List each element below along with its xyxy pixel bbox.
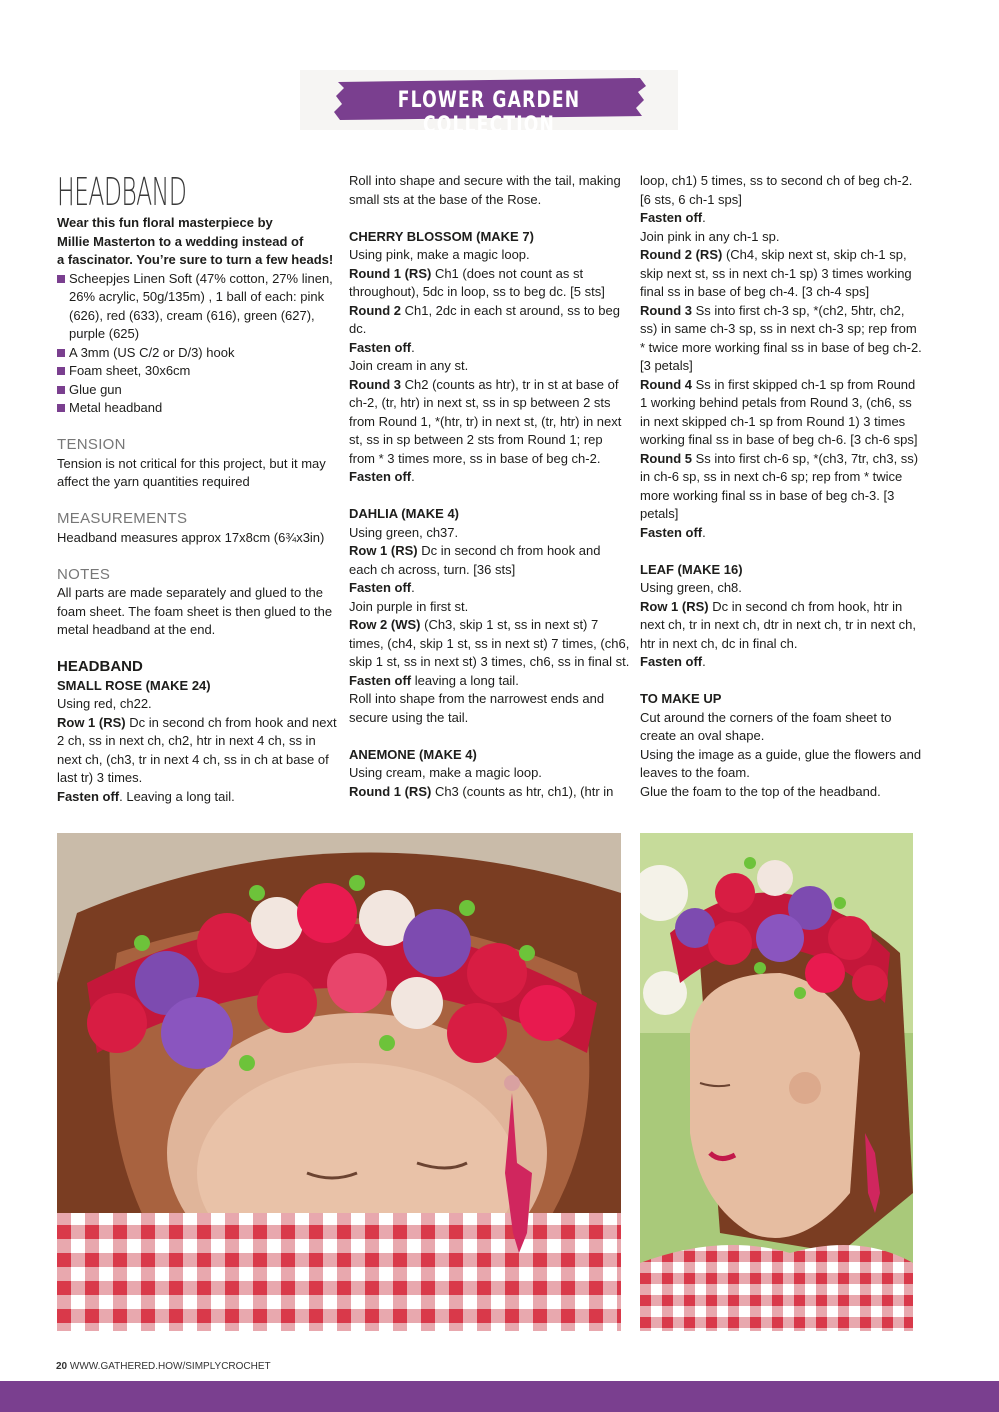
pattern-title: HEADBAND (57, 170, 187, 214)
notes-heading: NOTES (57, 565, 111, 583)
materials-list (57, 270, 339, 418)
anemone-round-4 (640, 376, 922, 450)
step-label: Fasten off (640, 654, 703, 669)
page-footer (56, 1361, 271, 1372)
cherry-round-2 (349, 302, 631, 339)
dahlia-fasten-2 (349, 672, 631, 691)
step-text: Ch1 (does not count as st throughout), 5dc in loop, ss to beg dc. [5 sts] (349, 265, 605, 299)
step-text: Ss into first ch-6 sp, *(ch3, 7tr, ch3, ss) in ch-6 sp, ss in next ch-6 sp; rep from * twice more working final ss in base of beg ch-3. [3 petals] (640, 450, 919, 521)
small-rose-using: Using red, ch22. (57, 696, 152, 711)
step-text: Ss in first skipped ch-1 sp from Round 1 working behind petals from Round 3, (ch6, ss in next skipped ch-1 sp from Round 1) 3 times working final ss in base of beg ch-6. [3 ch-6 sps] (640, 376, 918, 447)
small-rose-fasten (57, 788, 339, 807)
cherry-fasten-2 (349, 468, 631, 487)
step-label: Fasten off (640, 210, 703, 225)
step-text: Ss into first ch-3 sp, *(ch2, 5htr, ch2, ss) in same ch-3 sp, ss in next ch-3 sp; rep from * twice more working final ss in base of beg ch-2. [3 petals] (640, 302, 922, 373)
headband-photo-profile (640, 833, 913, 1331)
small-rose-heading: SMALL ROSE (MAKE 24) (57, 677, 211, 693)
make-up-step-2: Using the image as a guide, glue the flowers and leaves to the foam. (640, 746, 922, 780)
step-label: Row 1 (RS) (57, 714, 126, 730)
anemone-round-2 (640, 246, 922, 302)
step-label: Round 1 (RS) (349, 265, 432, 281)
cherry-round-3 (349, 376, 631, 469)
anemone-fasten-2 (640, 524, 922, 543)
step-text: leaving a long tail. (411, 672, 519, 688)
step-text: . (702, 654, 706, 669)
column-1 (57, 172, 339, 806)
materials-item: Scheepjes Linen Soft (47% cotton, 27% linen, 26% acrylic, 50g/135m) , 1 ball of each: pink (626), red (633), cream (616), green (627), purple (625) (57, 270, 339, 344)
step-label: Fasten off (640, 524, 703, 540)
tension-text: Tension is not critical for this project, but it may affect the yarn quantities required (57, 455, 326, 489)
step-text: Ch3 (counts as htr, ch1), (htr in (431, 783, 614, 799)
make-up-heading: TO MAKE UP (640, 691, 722, 706)
step-label: Round 1 (RS) (349, 783, 432, 799)
cherry-using: Using pink, make a magic loop. (349, 247, 530, 262)
cherry-round-1 (349, 265, 631, 302)
step-label: Fasten off (57, 788, 120, 804)
step-label: Row 2 (WS) (349, 617, 421, 632)
leaf-using: Using green, ch8. (640, 580, 742, 595)
step-text: . Leaving a long tail. (119, 788, 235, 804)
dahlia-row-2 (349, 616, 631, 672)
step-text: . (411, 339, 415, 355)
step-label: Round 2 (349, 302, 401, 318)
cherry-blossom-heading: CHERRY BLOSSOM (MAKE 7) (349, 228, 534, 244)
anemone-fasten-1 (640, 209, 922, 228)
step-label: Row 1 (RS) (349, 543, 418, 558)
make-up-step-3: Glue the foam to the top of the headband. (640, 783, 881, 799)
step-text: . (702, 210, 706, 225)
step-label: Fasten off (349, 672, 412, 688)
materials-item: Foam sheet, 30x6cm (57, 362, 339, 381)
step-text: (Ch3, skip 1 st, ss in next st) 7 times, (ch4, skip 1 st, ss in next st) 7 times, (ch6, skip 1 st, ss in next st) 3 times, ch6, ss in final st. (349, 617, 630, 669)
step-text: . (411, 469, 415, 484)
leaf-heading: LEAF (MAKE 16) (640, 561, 743, 577)
step-label: Fasten off (349, 339, 412, 355)
intro-line-1: Wear this fun floral masterpiece by (57, 215, 273, 230)
dahlia-row-1 (349, 542, 631, 579)
step-label: Round 3 (640, 302, 692, 318)
leaf-fasten (640, 653, 922, 672)
anemone-round-5 (640, 450, 922, 524)
step-text: Ch1, 2dc in each st around, ss to beg dc. (349, 302, 620, 336)
step-label: Round 3 (349, 376, 401, 392)
step-text: . (411, 580, 415, 595)
make-up-step-1: Cut around the corners of the foam sheet to create an oval shape. (640, 709, 892, 743)
step-label: Round 4 (640, 376, 692, 392)
dahlia-fasten-1 (349, 579, 631, 598)
headband-heading: HEADBAND (57, 658, 143, 675)
anemone-join: Join pink in any ch-1 sp. (640, 228, 780, 244)
headband-photo-profile-illustration (640, 833, 913, 1331)
leaf-row-1 (640, 598, 922, 654)
measurements-text: Headband measures approx 17x8cm (6¾x3in) (57, 529, 325, 545)
intro-line-3: a fascinator. You’re sure to turn a few heads! (57, 252, 334, 267)
collection-banner (300, 70, 678, 138)
step-label: Round 5 (640, 450, 692, 466)
step-text: (Ch4, skip next st, skip ch-1 sp, skip next st, ss in next ch-1 sp) 3 times working final ss in base of beg ch-4. [3 ch-4 sps] (640, 247, 912, 299)
notes-text: All parts are made separately and glued to the foam sheet. The foam sheet is then glued to the metal headband at the end. (57, 585, 333, 637)
materials-item: A 3mm (US C/2 or D/3) hook (57, 344, 339, 363)
cherry-join: Join cream in any st. (349, 358, 469, 373)
anemone-round-3 (640, 302, 922, 376)
dahlia-using: Using green, ch37. (349, 524, 459, 540)
anemone-round-1-cont: loop, ch1) 5 times, ss to second ch of beg ch-2. [6 sts, 6 ch-1 sps] (640, 173, 913, 207)
anemone-round-1 (349, 783, 631, 802)
dahlia-heading: DAHLIA (MAKE 4) (349, 506, 460, 521)
step-text: Ch2 (counts as htr), tr in st at base of ch-2, (tr, htr) in next st, ss in sp between 2 sts from Round 1, *(htr, tr) in next st, (tr, htr) in next st, ss in sp between 2 sts from Round 1; rep from * 3 times more, ss in base of beg ch-2. (349, 376, 622, 466)
page-number: 20 (56, 1361, 68, 1372)
materials-item: Metal headband (57, 399, 339, 418)
small-rose-row-1 (57, 714, 339, 788)
measurements-heading: MEASUREMENTS (57, 510, 188, 527)
dahlia-join: Join purple in first st. (349, 598, 469, 614)
step-text: Dc in second ch from hook and each ch across, turn. [36 sts] (349, 543, 601, 577)
dahlia-finish: Roll into shape from the narrowest ends and secure using the tail. (349, 691, 605, 725)
step-label: Fasten off (349, 580, 412, 595)
column-2 (349, 172, 631, 801)
step-text: . (702, 524, 706, 540)
step-label: Fasten off (349, 469, 412, 484)
cherry-fasten-1 (349, 339, 631, 358)
step-label: Round 2 (RS) (640, 247, 723, 262)
anemone-using: Using cream, make a magic loop. (349, 765, 542, 780)
materials-item: Glue gun (57, 381, 339, 400)
banner-title: FLOWER GARDEN COLLECTION (397, 88, 581, 138)
step-label: Row 1 (RS) (640, 598, 709, 614)
intro-line-2: Millie Masterton to a wedding instead of (57, 233, 304, 249)
headband-photo-main (57, 833, 621, 1331)
column-3 (640, 172, 922, 801)
step-text: Dc in second ch from hook and next 2 ch, ss in next ch, ch2, htr in next 4 ch, ss in next ch, (ch3, tr in next 4 ch, ss in ch at base of last tr) 3 times. (57, 714, 337, 785)
anemone-heading: ANEMONE (MAKE 4) (349, 746, 477, 762)
step-text: Dc in second ch from hook, htr in next ch, tr in next ch, dtr in next ch, tr in next ch, htr in next ch, dc in final ch. (640, 598, 917, 651)
footer-url: WWW.GATHERED.HOW/SIMPLYCROCHET (67, 1361, 271, 1372)
small-rose-finish: Roll into shape and secure with the tail, making small sts at the base of the Rose. (349, 173, 621, 207)
footer-color-bar (0, 1381, 999, 1412)
tension-heading: TENSION (57, 436, 126, 453)
headband-photo-illustration (57, 833, 621, 1331)
